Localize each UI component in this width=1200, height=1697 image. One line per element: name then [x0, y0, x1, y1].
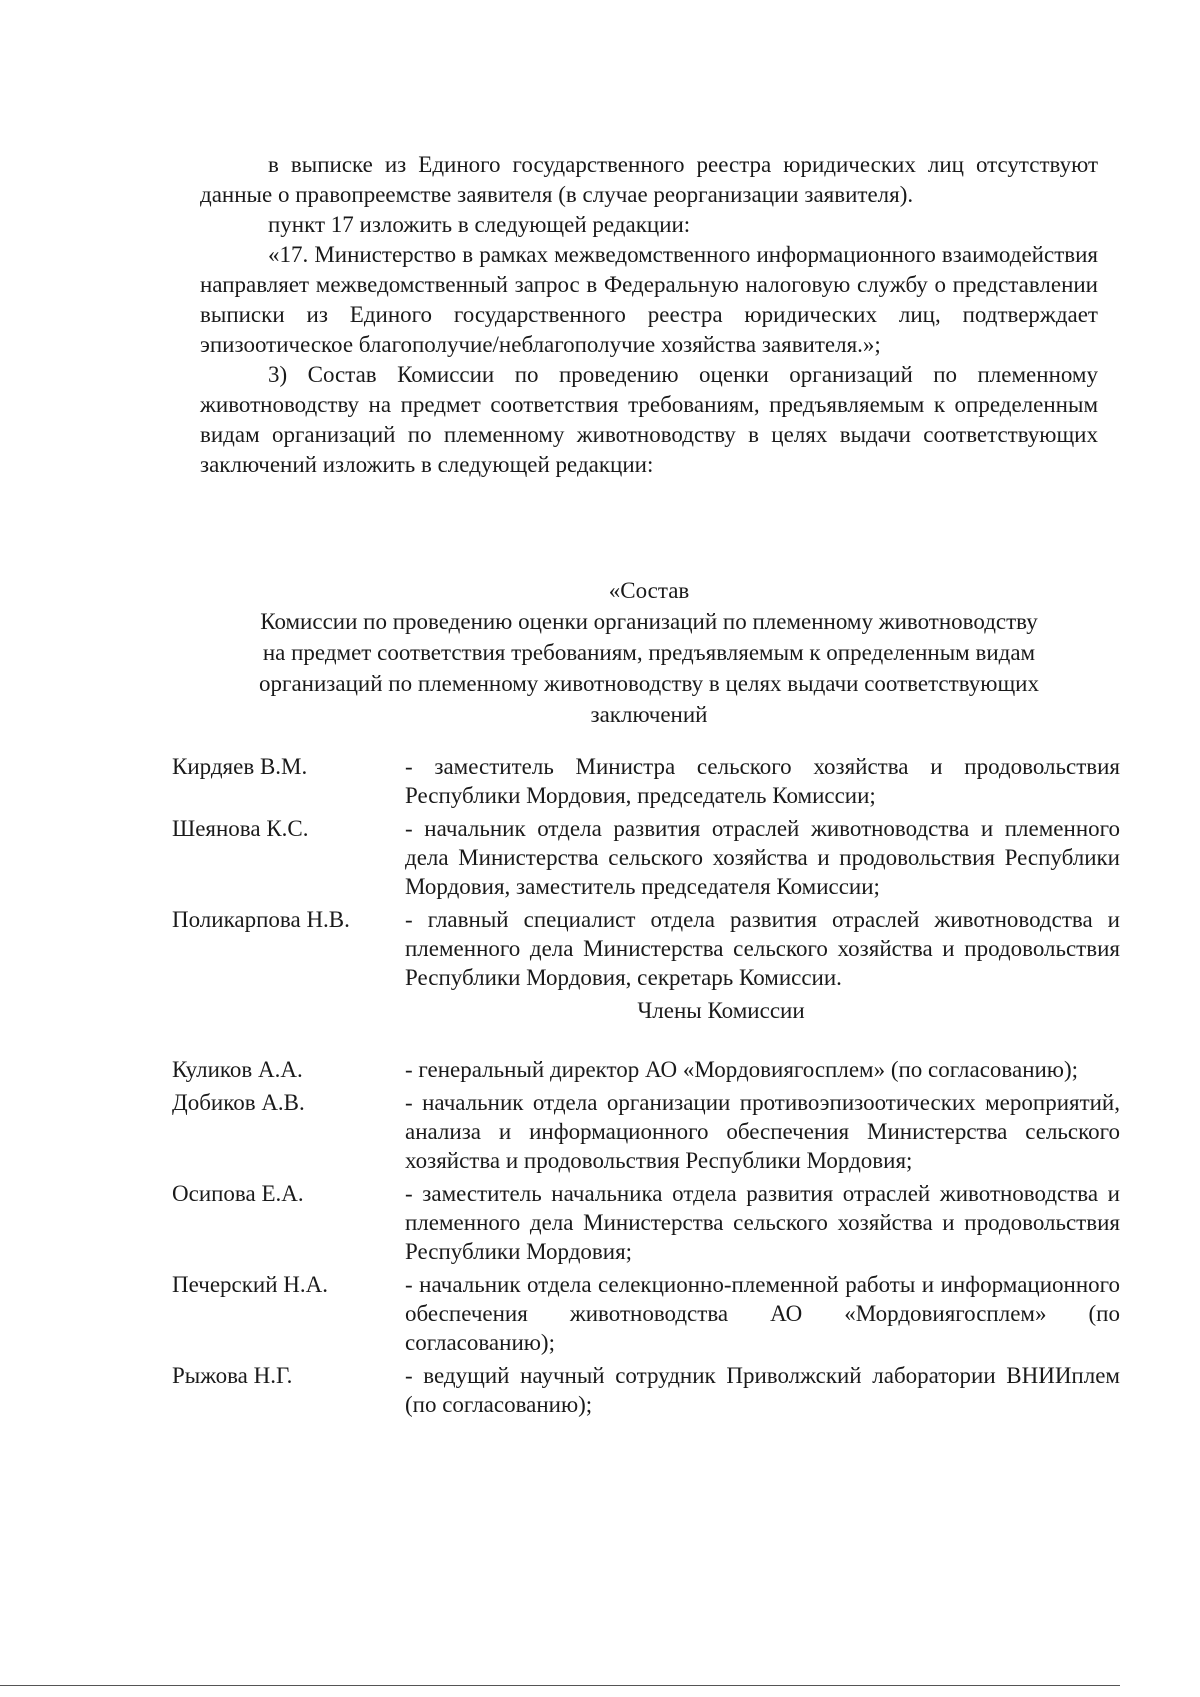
page-edge-line	[0, 1685, 1120, 1686]
member-role: - генеральный директор АО «Мордовиягосплем» (по согласованию);	[405, 1057, 1079, 1082]
heading-line-2: Комиссии по проведению оценки организаций по племенному животноводству	[260, 609, 1038, 634]
roster-row	[172, 1270, 1120, 1357]
paragraph-commission-composition: 3) Состав Комиссии по проведению оценки организаций по племенному животноводству на предмет соответствия требованиям, предъявляемым к определенным видам организаций по племенному животноводству в целях выдачи соответствующих заключений изложить в следующей редакции:	[200, 362, 1098, 477]
heading-line-3: на предмет соответствия требованиям, предъявляемым к определенным видам	[262, 640, 1036, 665]
member-role: - начальник отдела организации противоэпизоотических мероприятий, анализа и информационного обеспечения Министерства сельского хозяйства и продовольствия Республики Мордовия;	[405, 1090, 1120, 1173]
paragraph-point-17: «17. Министерство в рамках межведомственного информационного взаимодействия направляет межведомственный запрос в Федеральную налоговую службу о представлении выписки из Единого государственного реестра юридических лиц, подтверждает эпизоотическое благополучие/неблагополучие хозяйства заявителя.»;	[200, 242, 1098, 357]
heading-line-5: заключений	[590, 702, 708, 727]
roster-row	[172, 1361, 1120, 1419]
member-name: Шеянова К.С.	[172, 816, 309, 841]
member-role: - начальник отдела селекционно-племенной работы и информационного обеспечения животноводства АО «Мордовиягосплем» (по согласованию);	[405, 1272, 1120, 1355]
member-name: Рыжова Н.Г.	[172, 1363, 293, 1388]
roster-row	[172, 1055, 1120, 1084]
commission-heading	[200, 575, 1098, 730]
roster-row	[172, 1088, 1120, 1175]
paragraph-point-17-intro: пункт 17 изложить в следующей редакции:	[268, 212, 691, 237]
member-name: Добиков А.В.	[172, 1090, 305, 1115]
member-role: - главный специалист отдела развития отраслей животноводства и племенного дела Министерства сельского хозяйства и продовольствия Республики Мордовия, секретарь Комиссии.	[405, 907, 1120, 990]
heading-line-1: «Состав	[608, 578, 690, 603]
member-name: Кирдяев В.М.	[172, 754, 308, 779]
member-name: Осипова Е.А.	[172, 1181, 304, 1206]
member-name: Поликарпова Н.В.	[172, 907, 350, 932]
roster-row	[172, 814, 1120, 901]
member-name: Куликов А.А.	[172, 1057, 303, 1082]
member-name: Печерский Н.А.	[172, 1272, 328, 1297]
roster-row	[172, 905, 1120, 992]
paragraph-extract-registry: в выписке из Единого государственного реестра юридических лиц отсутствуют данные о правопреемстве заявителя (в случае реорганизации заявителя).	[200, 152, 1098, 207]
roster-row	[172, 752, 1120, 810]
member-role: - начальник отдела развития отраслей животноводства и племенного дела Министерства сельского хозяйства и продовольствия Республики Мордовия, заместитель председателя Комиссии;	[405, 816, 1120, 899]
members-heading: Члены Комиссии	[637, 998, 805, 1023]
roster-row	[172, 1179, 1120, 1266]
member-role: - заместитель Министра сельского хозяйства и продовольствия Республики Мордовия, председатель Комиссии;	[405, 754, 1120, 808]
member-role: - ведущий научный сотрудник Приволжский лаборатории ВНИИплем (по согласованию);	[405, 1363, 1120, 1417]
commission-roster	[172, 752, 1120, 1423]
member-role: - заместитель начальника отдела развития отраслей животноводства и племенного дела Министерства сельского хозяйства и продовольствия Республики Мордовия;	[405, 1181, 1120, 1264]
heading-line-4: организаций по племенному животноводству в целях выдачи соответствующих	[259, 671, 1039, 696]
body-text	[200, 150, 1098, 480]
